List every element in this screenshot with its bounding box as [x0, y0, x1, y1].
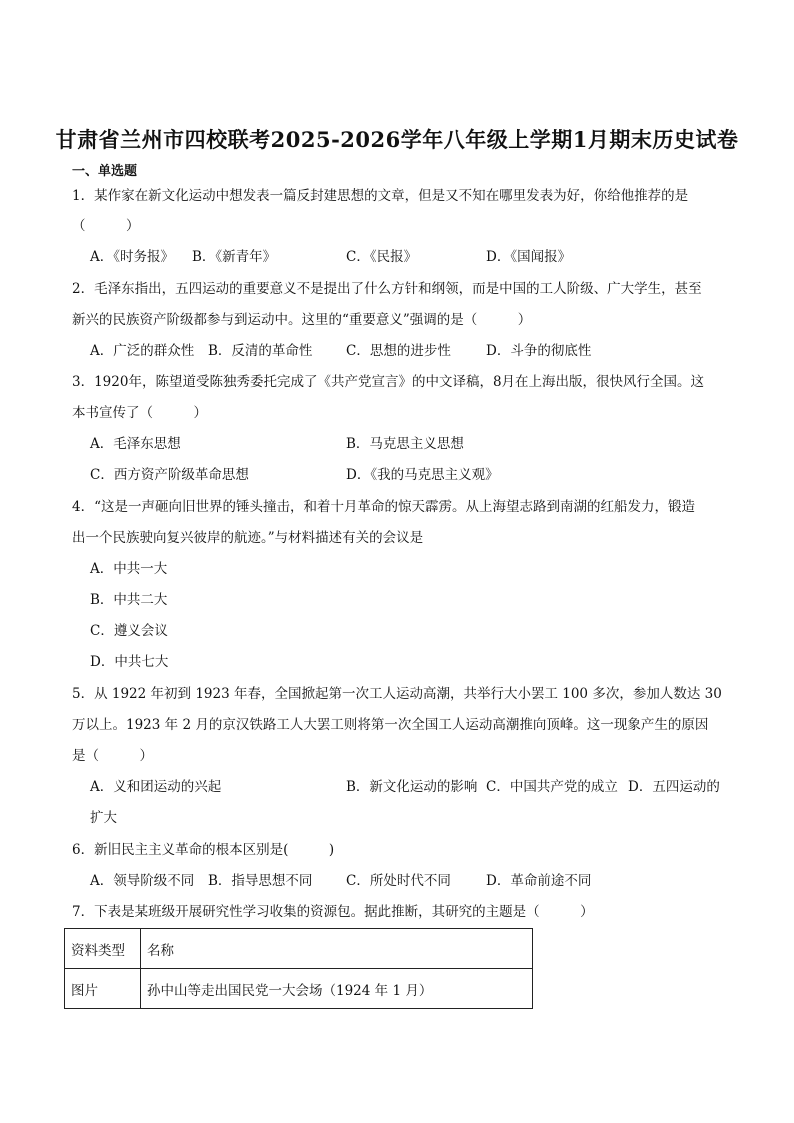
- q1-option-d[interactable]: D．《国闻报》: [486, 249, 572, 265]
- q2-option-c[interactable]: C．思想的进步性: [346, 343, 451, 359]
- question-1-blank: （ ）: [72, 218, 140, 234]
- q4-option-d[interactable]: D．中共七大: [90, 654, 169, 670]
- q5-option-a[interactable]: A．义和团运动的兴起: [90, 779, 222, 795]
- table-cell: 图片: [65, 969, 141, 1009]
- q6-option-b[interactable]: B．指导思想不同: [208, 873, 313, 889]
- q6-option-a[interactable]: A．领导阶级不同: [90, 873, 195, 889]
- q2-option-b[interactable]: B．反清的革命性: [208, 343, 313, 359]
- question-5-stem-cont-2: 是（ ）: [72, 748, 153, 764]
- question-2-stem: 2．毛泽东指出，五四运动的重要意义不是提出了什么方针和纲领，而是中国的工人阶级、广大学生，甚至: [72, 281, 702, 297]
- question-3-stem-cont: 本书宣传了（ ）: [72, 405, 207, 421]
- question-3-stem: 3．1920年，陈望道受陈独秀委托完成了《共产党宣言》的中文译稿，8月在上海出版，很快风行全国。这: [72, 374, 705, 390]
- exam-title: 甘肃省兰州市四校联考2025-2026学年八年级上学期1月期末历史试卷: [55, 127, 739, 152]
- q6-option-c[interactable]: C．所处时代不同: [346, 873, 451, 889]
- question-5-stem-cont: 万以上。1923 年 2 月的京汉铁路工人大罢工则将第一次全国工人运动高潮推向顶峰。这一现象产生的原因: [72, 717, 709, 733]
- table-header-cell: 资料类型: [65, 929, 141, 969]
- question-4-stem: 4．“这是一声砸向旧世界的锤头撞击，和着十月革命的惊天霹雳。从上海望志路到南湖的红船发力，锻造: [72, 499, 695, 515]
- q1-option-c[interactable]: C．《民报》: [346, 249, 418, 265]
- q4-option-b[interactable]: B．中共二大: [90, 592, 168, 608]
- q2-option-a[interactable]: A．广泛的群众性: [90, 343, 195, 359]
- question-1-stem: 1．某作家在新文化运动中想发表一篇反封建思想的文章，但是又不知在哪里发表为好，你给他推荐的是: [72, 188, 689, 204]
- q5-option-d-cont: 扩大: [90, 810, 117, 826]
- question-6-stem: 6．新旧民主主义革命的根本区别是( ): [72, 842, 335, 858]
- table-row: [65, 969, 533, 1009]
- question-5-stem: 5．从 1922 年初到 1923 年春，全国掀起第一次工人运动高潮，共举行大小罢工 100 多次，参加人数达 30: [72, 686, 722, 702]
- q4-option-a[interactable]: A．中共一大: [90, 561, 168, 577]
- q3-option-a[interactable]: A．毛泽东思想: [90, 436, 181, 452]
- question-4-stem-cont: 出一个民族驶向复兴彼岸的航迹。”与材料描述有关的会议是: [72, 530, 424, 546]
- question-2-stem-cont: 新兴的民族资产阶级都参与到运动中。这里的“重要意义”强调的是（ ）: [72, 312, 532, 328]
- question-7-stem: 7．下表是某班级开展研究性学习收集的资源包。据此推断，其研究的主题是（ ）: [72, 904, 594, 920]
- table-header-row: [65, 929, 533, 969]
- q1-option-a[interactable]: A．《时务报》: [90, 249, 174, 265]
- section-heading: 一、单选题: [72, 164, 138, 179]
- q6-option-d[interactable]: D．革命前途不同: [486, 873, 592, 889]
- q3-option-c[interactable]: C．西方资产阶级革命思想: [90, 467, 249, 483]
- q1-option-b[interactable]: B．《新青年》: [192, 249, 277, 265]
- q5-option-c[interactable]: C．中国共产党的成立: [486, 779, 618, 795]
- q3-option-d[interactable]: D．《我的马克思主义观》: [346, 467, 499, 483]
- q4-option-c[interactable]: C．遵义会议: [90, 623, 168, 639]
- q5-option-d[interactable]: D．五四运动的: [628, 779, 720, 795]
- table-header-cell: 名称: [141, 929, 533, 969]
- q2-option-d[interactable]: D．斗争的彻底性: [486, 343, 592, 359]
- q5-option-b[interactable]: B．新文化运动的影响: [346, 779, 478, 795]
- resource-table: [64, 928, 533, 1009]
- table-cell: 孙中山等走出国民党一大会场（1924 年 1 月）: [141, 969, 533, 1009]
- q3-option-b[interactable]: B．马克思主义思想: [346, 436, 464, 452]
